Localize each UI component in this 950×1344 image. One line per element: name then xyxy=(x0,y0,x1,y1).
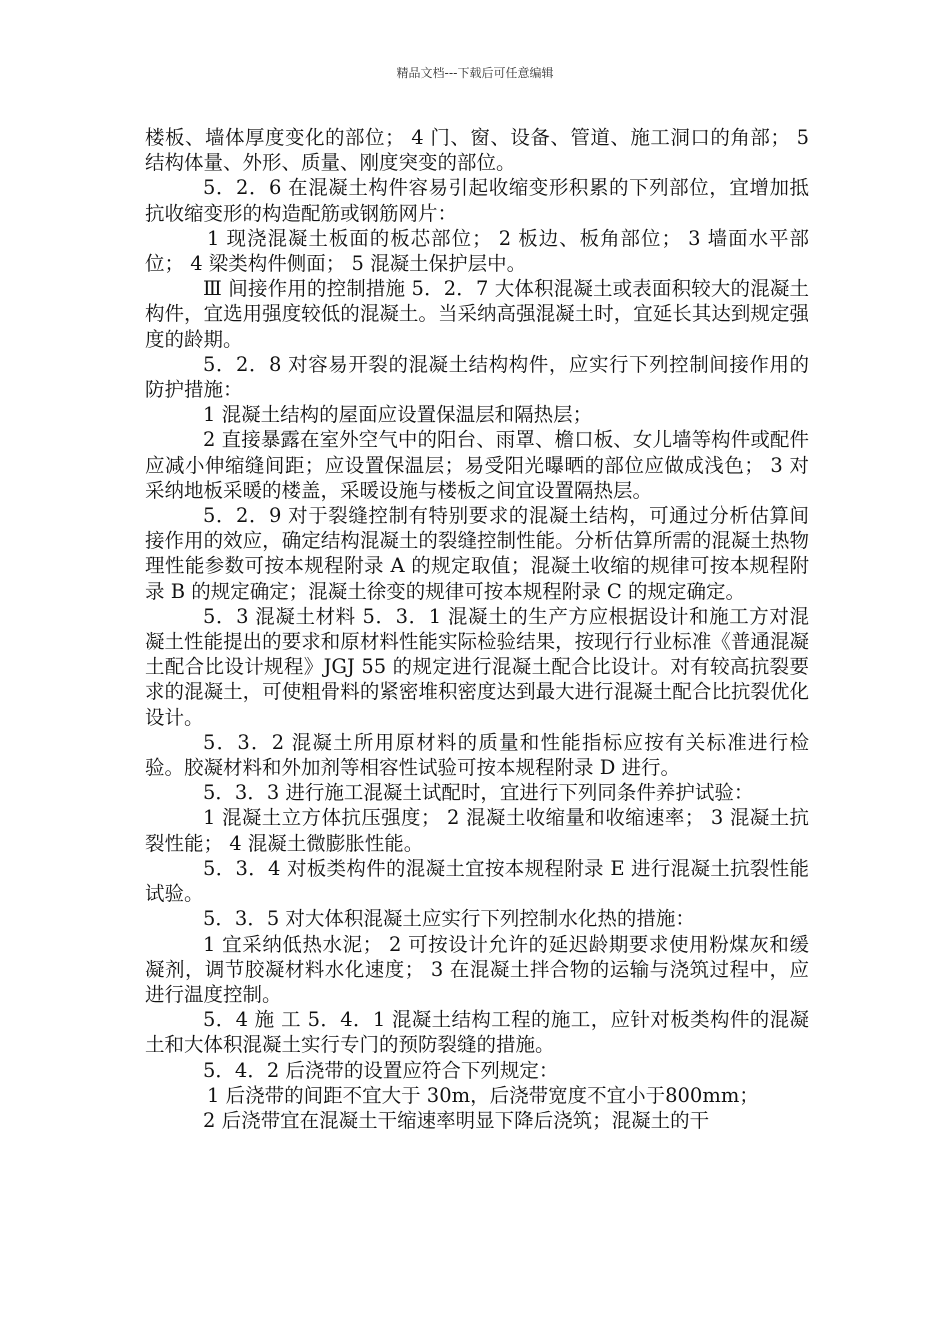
paragraph: 5．3．4 对板类构件的混凝土宜按本规程附录 E 进行混凝土抗裂性能试验。 xyxy=(145,856,809,906)
paragraph: 楼板、墙体厚度变化的部位； 4 门、窗、设备、管道、施工洞口的角部； 5 结构体量、外形、质量、刚度突变的部位。 xyxy=(145,126,809,175)
paragraph: 1 现浇混凝土板面的板芯部位； 2 板边、板角部位； 3 墙面水平部位； 4 梁类构件侧面； 5 混凝土保护层中。 xyxy=(145,226,809,276)
paragraph: 5．3．2 混凝土所用原材料的质量和性能指标应按有关标准进行检验。胶凝材料和外加剂等相容性试验可按本规程附录 D 进行。 xyxy=(145,730,809,780)
paragraph: 1 混凝土立方体抗压强度； 2 混凝土收缩量和收缩速率； 3 混凝土抗裂性能； 4 混凝土微膨胀性能。 xyxy=(145,806,809,855)
paragraph: 5．4 施 工 5．4．1 混凝土结构工程的施工，应针对板类构件的混凝土和大体积混凝土实行专门的预防裂缝的措施。 xyxy=(145,1008,809,1057)
paragraph: 2 直接暴露在室外空气中的阳台、雨罩、檐口板、女儿墙等构件或配件应减小伸缩缝间距；应设置保温层；易受阳光曝晒的部位应做成浅色； 3 对采纳地板采暖的楼盖，采暖设施与楼板之间宜设置隔热层。 xyxy=(145,428,809,502)
paragraph: 5．2．8 对容易开裂的混凝土结构构件，应实行下列控制间接作用的防护措施： xyxy=(145,352,809,402)
paragraph: 5．2．9 对于裂缝控制有特别要求的混凝土结构，可通过分析估算间接作用的效应，确定结构混凝土的裂缝控制性能。分析估算所需的混凝土热物理性能参数可按本规程附录 A 的规定取值；混凝土收缩的规律可按本规程附录 B 的规定确定；混凝土徐变的规律可按本规程附录 C 的规定确定。 xyxy=(145,504,809,603)
page-header: 精品文档---下载后可任意编辑 xyxy=(396,66,554,80)
document-body xyxy=(145,125,809,1133)
paragraph: 5．3 混凝土材料 5．3．1 混凝土的生产方应根据设计和施工方对混凝土性能提出的要求和原材料性能实际检验结果，按现行行业标准《普通混凝土配合比设计规程》JGJ 55 的规定进行混凝土配合比设计。对有较高抗裂要求的混凝土，可使粗骨料的紧密堆积密度达到最大进行混凝土配合比抗裂优化设计。 xyxy=(145,604,809,729)
paragraph: 1 后浇带的间距不宜大于 30m，后浇带宽度不宜小于800mm； xyxy=(207,1083,759,1107)
paragraph: 1 混凝土结构的屋面应设置保温层和隔热层； xyxy=(203,403,593,427)
paragraph: 5．3．3 进行施工混凝土试配时，宜进行下列同条件养护试验： xyxy=(203,781,754,805)
paragraph: 1 宜采纳低热水泥； 2 可按设计允许的延迟龄期要求使用粉煤灰和缓凝剂，调节胶凝材料水化速度； 3 在混凝土拌合物的运输与浇筑过程中，应进行温度控制。 xyxy=(145,932,809,1006)
paragraph: 5．3．5 对大体积混凝土应实行下列控制水化热的措施： xyxy=(203,907,695,931)
paragraph: 2 后浇带宜在混凝土干缩速率明显下降后浇筑；混凝土的干 xyxy=(203,1108,710,1132)
paragraph: 5．2．6 在混凝土构件容易引起收缩变形积累的下列部位，宜增加抵抗收缩变形的构造配筋或钢筋网片： xyxy=(145,176,809,225)
paragraph: Ⅲ 间接作用的控制措施 5．2．7 大体积混凝土或表面积较大的混凝土构件，宜选用强度较低的混凝土。当采纳高强混凝土时，宜延长其达到规定强度的龄期。 xyxy=(145,277,809,351)
paragraph: 5．4．2 后浇带的设置应符合下列规定： xyxy=(203,1058,559,1082)
